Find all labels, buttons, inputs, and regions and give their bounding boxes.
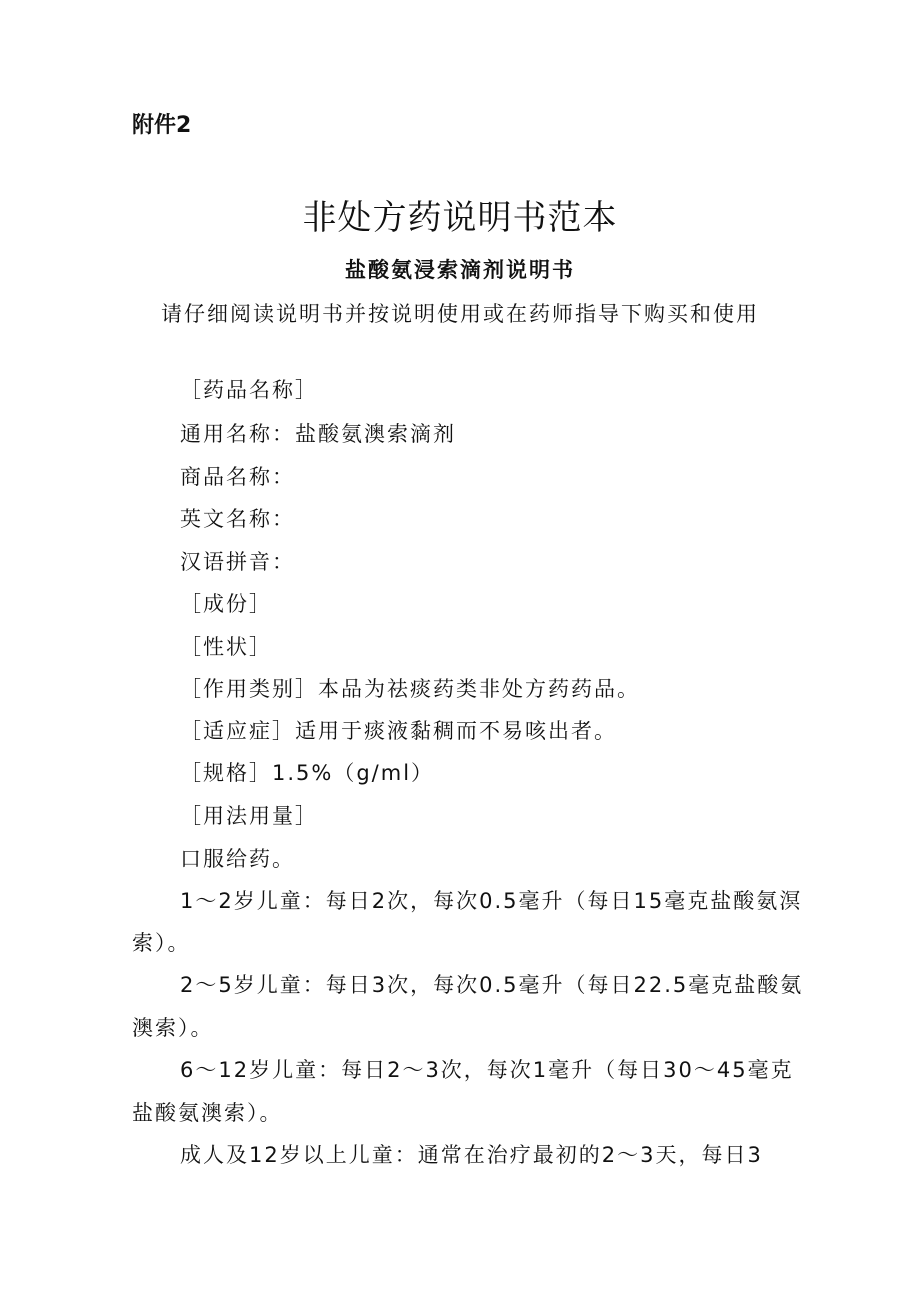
section-indications: ［适应症］适用于痰液黏稠而不易咳出者。 — [180, 719, 617, 743]
section-appearance: ［性状］ — [180, 635, 272, 659]
section-dosage: ［用法用量］ — [180, 804, 318, 828]
section-ingredients: ［成份］ — [180, 592, 272, 616]
dosage-age-2-5: 2～5岁儿童：每日3次，每次0.5毫升（每日22.5毫克盐酸氨 — [180, 973, 804, 997]
section-category: ［作用类别］本品为祛痰药类非处方药药品。 — [180, 677, 640, 701]
dosage-age-6-12: 6～12岁儿童：每日2～3次，每次1毫升（每日30～45毫克 — [180, 1058, 794, 1082]
document-title: 非处方药说明书范本 — [302, 198, 618, 238]
dosage-age-1-2: 1～2岁儿童：每日2次，每次0.5毫升（每日15毫克盐酸氨溟 — [180, 889, 803, 913]
dosage-age-2-5-cont: 澳索）。 — [132, 1016, 214, 1040]
document-subtitle: 盐酸氨浸索滴剂说明书 — [345, 258, 575, 282]
section-specification: ［规格］1.5%（g/ml） — [180, 761, 435, 785]
english-name: 英文名称： — [180, 507, 295, 531]
dosage-oral: 口服给药。 — [180, 847, 295, 871]
section-drug-name: ［药品名称］ — [180, 378, 318, 402]
pinyin-name: 汉语拼音： — [180, 550, 295, 574]
dosage-age-1-2-cont: 索）。 — [132, 931, 191, 955]
reading-notice: 请仔细阅读说明书并按说明使用或在药师指导下购买和使用 — [161, 302, 759, 326]
dosage-age-6-12-cont: 盐酸氨澳索）。 — [132, 1101, 283, 1125]
generic-name: 通用名称：盐酸氨澳索滴剂 — [180, 422, 456, 446]
dosage-adult: 成人及12岁以上儿童：通常在治疗最初的2～3天，每日3 — [180, 1143, 763, 1167]
attachment-label: 附件2 — [132, 113, 192, 138]
trade-name: 商品名称： — [180, 465, 295, 489]
